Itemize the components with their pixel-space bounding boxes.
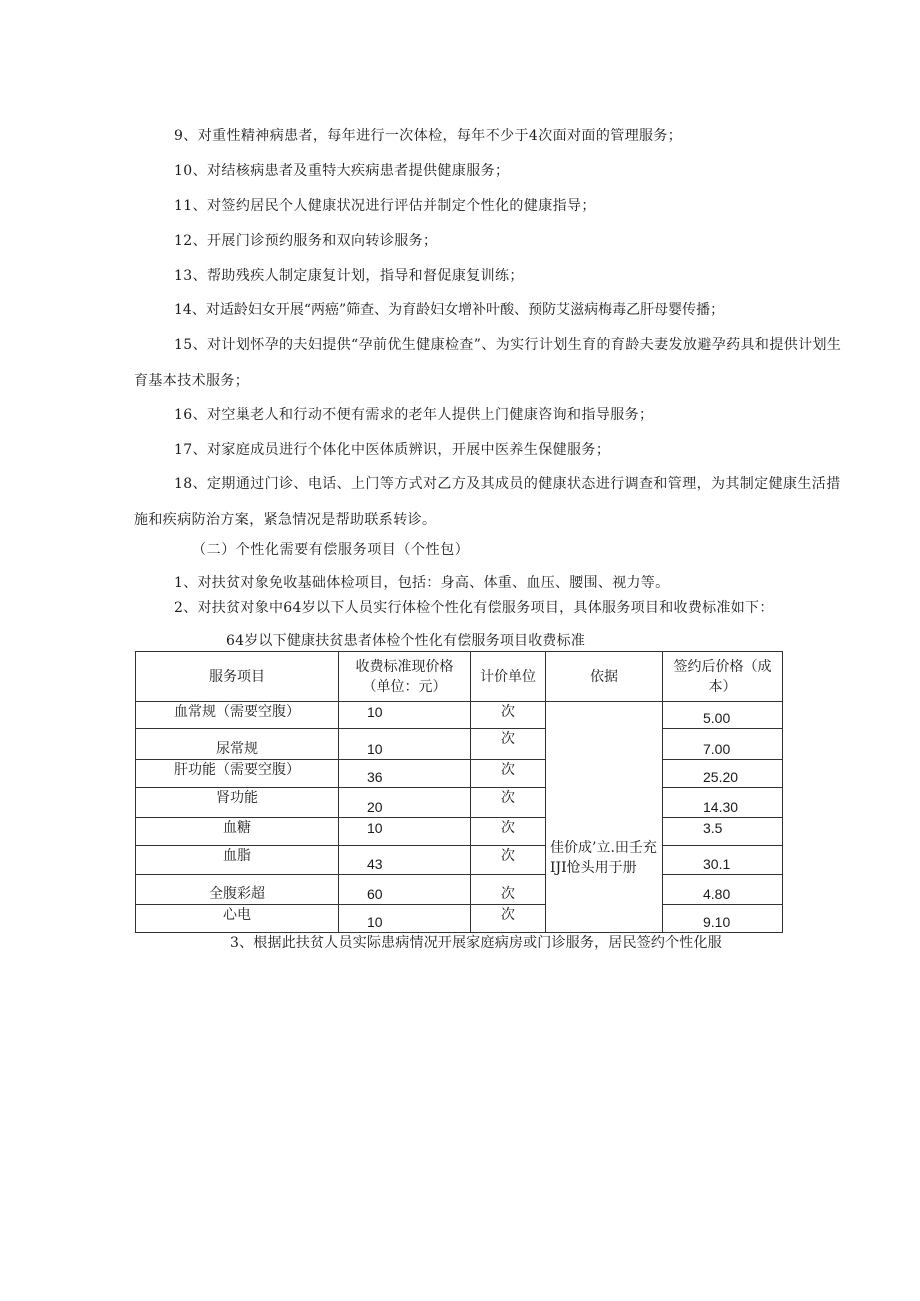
list-item: 9、对重性精神病患者，每年进行一次体检，每年不少于4次面对面的管理服务； (174, 128, 683, 144)
cell-price: 43 (339, 846, 471, 875)
point-item: 1、对扶贫对象免收基础体检项目，包括：身高、体重、血压、腰围、视力等。 (174, 575, 670, 591)
cell-price: 10 (339, 702, 471, 729)
section-title: （二）个性化需要有偿服务项目（个性包） (192, 542, 470, 558)
cell-item: 血糖 (136, 818, 339, 846)
cell-cost: 9.10 (663, 905, 783, 933)
cell-cost: 7.00 (663, 729, 783, 760)
table-row (136, 905, 783, 933)
cell-unit: 次 (471, 760, 546, 788)
cell-unit: 次 (471, 702, 546, 729)
cell-price: 10 (339, 818, 471, 846)
list-item: 12、开展门诊预约服务和双向转诊服务； (174, 233, 438, 249)
table-row (136, 729, 783, 760)
header-unit: 计价单位 (471, 652, 546, 702)
fee-table (135, 651, 783, 933)
cell-cost: 25.20 (663, 760, 783, 788)
cell-unit: 次 (471, 875, 546, 905)
cell-price: 10 (339, 905, 471, 933)
list-item: 16、对空巢老人和行动不便有需求的老年人提供上门健康咨询和指导服务； (174, 407, 654, 423)
list-item: 10、对结核病患者及重特大疾病患者提供健康服务； (174, 163, 510, 179)
cell-price: 20 (339, 788, 471, 818)
table-row (136, 818, 783, 846)
list-item: 11、对签约居民个人健康状况进行评估并制定个性化的健康指导； (174, 198, 596, 214)
cell-basis (546, 702, 663, 933)
list-item: 17、对家庭成员进行个体化中医体质辨识，开展中医养生保健服务； (174, 442, 611, 458)
list-item: 14、对适龄妇女开展“两癌”筛查、为育龄妇女增补叶酸、预防艾滋病梅毒乙肝母婴传播； (174, 302, 725, 318)
cell-unit: 次 (471, 788, 546, 818)
list-item: 13、帮助残疾人制定康复计划，指导和督促康复训练； (174, 268, 524, 284)
cell-item: 血脂 (136, 846, 339, 875)
cell-unit: 次 (471, 905, 546, 933)
cell-cost: 5.00 (663, 702, 783, 729)
cell-price: 36 (339, 760, 471, 788)
point-item: 2、对扶贫对象中64岁以下人员实行体检个性化有偿服务项目，具体服务项目和收费标准如下： (174, 600, 774, 616)
cell-price: 60 (339, 875, 471, 905)
cell-price: 10 (339, 729, 471, 760)
cell-item: 肝功能（需要空腹） (136, 760, 339, 788)
list-item: 18、定期通过门诊、电话、上门等方式对乙方及其成员的健康状态进行调查和管理，为其制定健康生活措施和疾病防治方案，紧急情况是帮助联系转诊。 (134, 476, 841, 528)
header-basis: 依据 (546, 652, 663, 702)
header-cost: 签约后价格（成本） (663, 652, 783, 702)
cell-cost: 14.30 (663, 788, 783, 818)
table-row (136, 846, 783, 875)
cell-item: 肾功能 (136, 788, 339, 818)
table-row (136, 875, 783, 905)
table-caption: 64岁以下健康扶贫患者体检个性化有偿服务项目收费标准 (226, 633, 586, 649)
cell-item: 尿常规 (136, 729, 339, 760)
cell-unit: 次 (471, 846, 546, 875)
cell-unit: 次 (471, 818, 546, 846)
table-row (136, 788, 783, 818)
list-item: 15、对计划怀孕的夫妇提供“孕前优生健康检查”、为实行计划生育的育龄夫妻发放避孕药具和提供计划生育基本技术服务； (134, 337, 842, 389)
basis-text: 佳价成’立.田壬充IJI怆头用于册 (550, 840, 657, 876)
header-price: 收费标准现价格（单位：元） (339, 652, 471, 702)
tail-paragraph: 3、根据此扶贫人员实际患病情况开展家庭病房或门诊服务，居民签约个性化服 (230, 935, 722, 951)
cell-unit: 次 (471, 729, 546, 760)
cell-cost: 3.5 (663, 818, 783, 846)
cell-cost: 30.1 (663, 846, 783, 875)
cell-item: 心电 (136, 905, 339, 933)
cell-cost: 4.80 (663, 875, 783, 905)
cell-item: 血常规（需要空腹） (136, 702, 339, 729)
table-row (136, 760, 783, 788)
cell-item: 全腹彩超 (136, 875, 339, 905)
header-item: 服务项目 (136, 652, 339, 702)
table-row (136, 702, 783, 729)
